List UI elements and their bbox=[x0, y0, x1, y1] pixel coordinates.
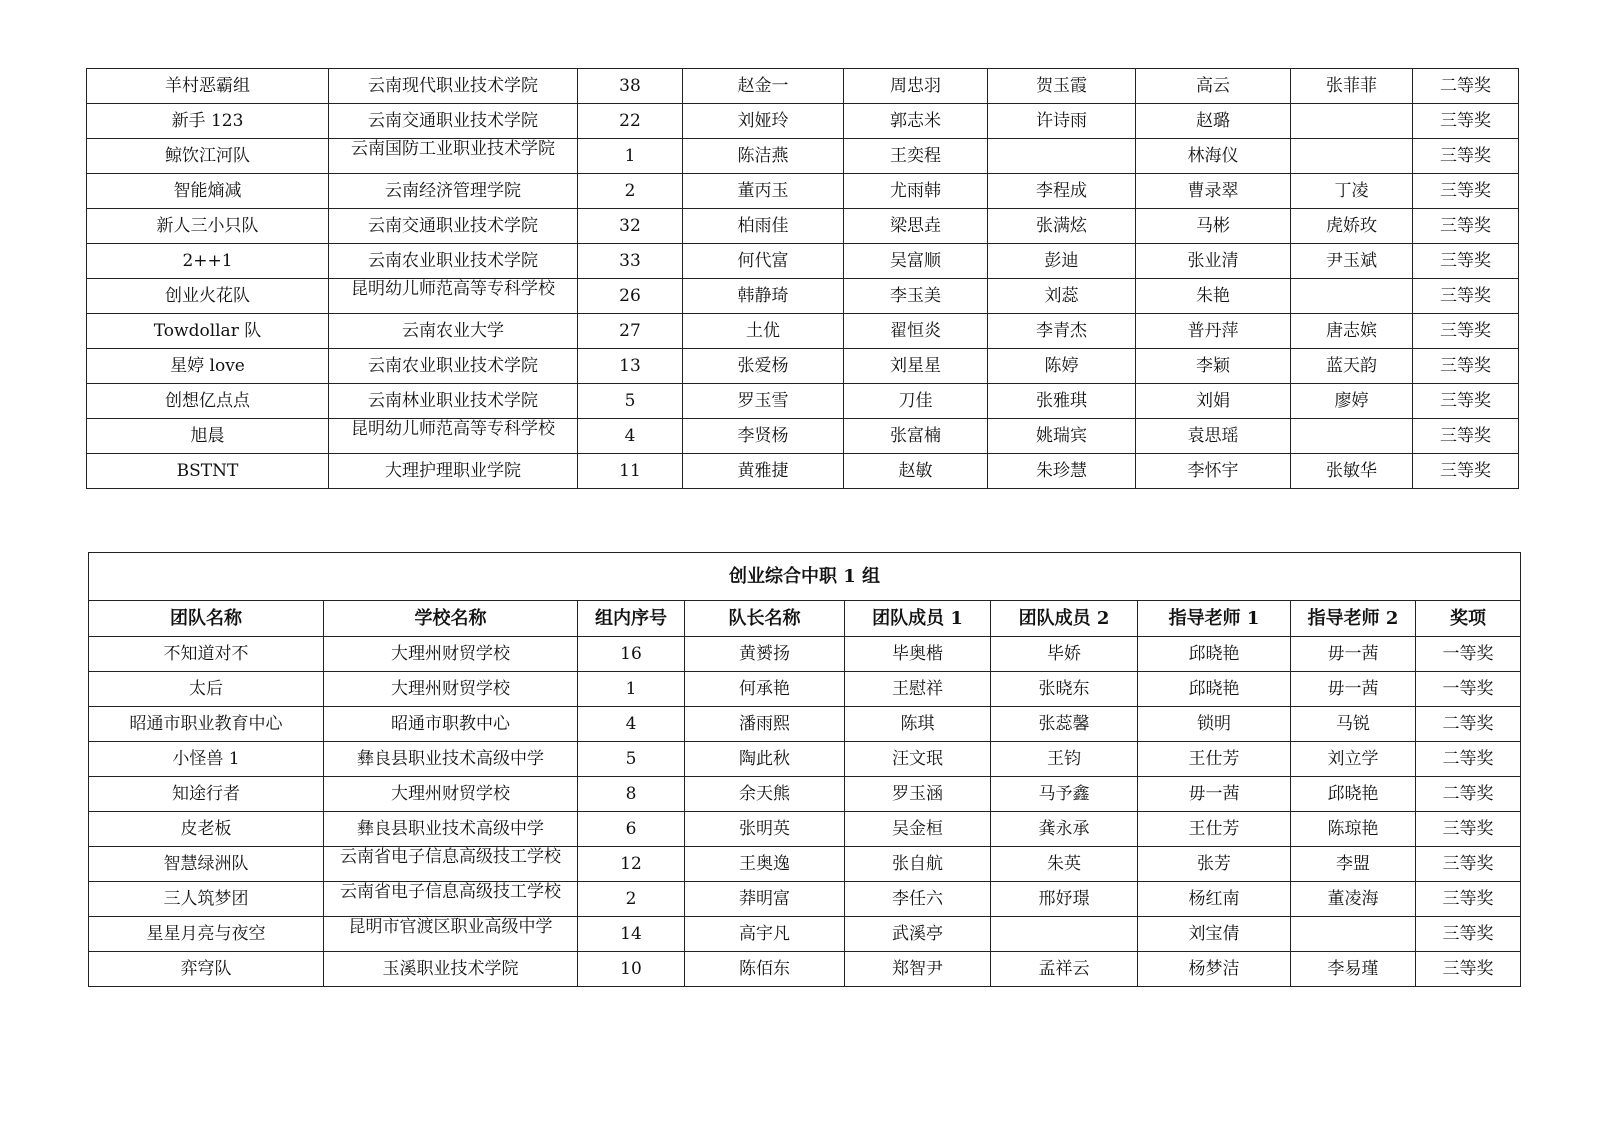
advisor-1-cell: 刘宝倩 bbox=[1138, 917, 1291, 952]
team-name-cell: 创想亿点点 bbox=[87, 384, 329, 419]
award-cell: 三等奖 bbox=[1413, 419, 1519, 454]
school-name-cell: 彝良县职业技术高级中学 bbox=[324, 742, 578, 777]
advisor-1-cell: 杨梦洁 bbox=[1138, 952, 1291, 987]
group-index-cell: 5 bbox=[578, 384, 683, 419]
team-name-cell: 知途行者 bbox=[89, 777, 324, 812]
team-name-cell: 星星月亮与夜空 bbox=[89, 917, 324, 952]
group-index-cell: 8 bbox=[578, 777, 685, 812]
table-row bbox=[87, 69, 1519, 104]
table-row bbox=[87, 279, 1519, 314]
award-cell: 二等奖 bbox=[1416, 707, 1521, 742]
award-cell: 三等奖 bbox=[1416, 882, 1521, 917]
member-2-cell: 马予鑫 bbox=[991, 777, 1138, 812]
advisor-2-cell bbox=[1291, 104, 1413, 139]
table-row bbox=[89, 882, 1521, 917]
group-index-cell: 14 bbox=[578, 917, 685, 952]
member-2-cell: 彭迪 bbox=[988, 244, 1136, 279]
school-name-cell: 大理州财贸学校 bbox=[324, 777, 578, 812]
team-name-cell: 创业火花队 bbox=[87, 279, 329, 314]
school-name-cell: 云南经济管理学院 bbox=[329, 174, 578, 209]
group-index-cell: 27 bbox=[578, 314, 683, 349]
member-2-cell: 张满炫 bbox=[988, 209, 1136, 244]
table-row bbox=[87, 454, 1519, 489]
member-1-cell: 吴富顺 bbox=[844, 244, 988, 279]
team-name-cell: 智慧绿洲队 bbox=[89, 847, 324, 882]
captain-cell: 张爱杨 bbox=[683, 349, 844, 384]
table-row bbox=[89, 952, 1521, 987]
award-cell: 三等奖 bbox=[1413, 139, 1519, 174]
table-row bbox=[87, 104, 1519, 139]
member-1-cell: 陈琪 bbox=[845, 707, 991, 742]
school-name-cell: 云南农业大学 bbox=[329, 314, 578, 349]
advisor-2-cell: 张敏华 bbox=[1291, 454, 1413, 489]
team-name-cell: 羊村恶霸组 bbox=[87, 69, 329, 104]
advisor-2-cell: 毋一茜 bbox=[1291, 637, 1416, 672]
advisor-1-cell: 普丹萍 bbox=[1136, 314, 1291, 349]
group-index-cell: 6 bbox=[578, 812, 685, 847]
group-index-cell: 32 bbox=[578, 209, 683, 244]
school-name-cell bbox=[329, 419, 578, 454]
group-index-cell: 5 bbox=[578, 742, 685, 777]
group-index-cell: 22 bbox=[578, 104, 683, 139]
captain-cell: 黄雅捷 bbox=[683, 454, 844, 489]
group-index-cell: 12 bbox=[578, 847, 685, 882]
captain-cell: 罗玉雪 bbox=[683, 384, 844, 419]
advisor-2-cell: 李易瑾 bbox=[1291, 952, 1416, 987]
award-cell: 三等奖 bbox=[1416, 812, 1521, 847]
captain-cell: 张明英 bbox=[685, 812, 845, 847]
school-name-cell: 云南农业职业技术学院 bbox=[329, 349, 578, 384]
member-2-cell: 张晓东 bbox=[991, 672, 1138, 707]
member-1-cell: 张自航 bbox=[845, 847, 991, 882]
school-name-cell bbox=[324, 917, 578, 952]
school-name-cell: 玉溪职业技术学院 bbox=[324, 952, 578, 987]
award-cell: 三等奖 bbox=[1416, 847, 1521, 882]
member-1-cell: 罗玉涵 bbox=[845, 777, 991, 812]
team-name-cell: 新人三小只队 bbox=[87, 209, 329, 244]
captain-cell: 李贤杨 bbox=[683, 419, 844, 454]
school-name-cell: 云南农业职业技术学院 bbox=[329, 244, 578, 279]
group-index-cell: 33 bbox=[578, 244, 683, 279]
captain-cell: 莽明富 bbox=[685, 882, 845, 917]
team-name-cell: 皮老板 bbox=[89, 812, 324, 847]
table-row bbox=[89, 812, 1521, 847]
advisor-2-cell: 刘立学 bbox=[1291, 742, 1416, 777]
group-index-cell: 10 bbox=[578, 952, 685, 987]
captain-header: 队长名称 bbox=[685, 601, 845, 637]
member-1-cell: 刘星星 bbox=[844, 349, 988, 384]
member-1-cell: 王奕程 bbox=[844, 139, 988, 174]
advisor-1-cell: 高云 bbox=[1136, 69, 1291, 104]
advisor-1-cell: 李怀宇 bbox=[1136, 454, 1291, 489]
member-2-cell bbox=[988, 139, 1136, 174]
team-name-cell: 不知道对不 bbox=[89, 637, 324, 672]
member-2-cell: 张蕊馨 bbox=[991, 707, 1138, 742]
school-name-text: 昆明幼儿师范高等专科学校 bbox=[351, 279, 555, 299]
member-1-cell: 王慰祥 bbox=[845, 672, 991, 707]
group-index-cell: 4 bbox=[578, 419, 683, 454]
award-cell: 三等奖 bbox=[1416, 917, 1521, 952]
advisor-1-cell: 毋一茜 bbox=[1138, 777, 1291, 812]
captain-cell: 高宇凡 bbox=[685, 917, 845, 952]
award-cell: 二等奖 bbox=[1416, 742, 1521, 777]
advisor-1-cell: 马彬 bbox=[1136, 209, 1291, 244]
captain-cell: 柏雨佳 bbox=[683, 209, 844, 244]
table-row bbox=[87, 314, 1519, 349]
award-cell: 一等奖 bbox=[1416, 637, 1521, 672]
member-2-cell: 李青杰 bbox=[988, 314, 1136, 349]
table-row bbox=[87, 139, 1519, 174]
school-name-cell bbox=[329, 279, 578, 314]
award-cell: 二等奖 bbox=[1413, 69, 1519, 104]
member-2-header: 团队成员 2 bbox=[991, 601, 1138, 637]
member-1-cell: 周忠羽 bbox=[844, 69, 988, 104]
table-row bbox=[89, 847, 1521, 882]
member-1-cell: 赵敏 bbox=[844, 454, 988, 489]
member-1-cell: 尤雨韩 bbox=[844, 174, 988, 209]
advisor-2-cell: 陈琼艳 bbox=[1291, 812, 1416, 847]
award-cell: 三等奖 bbox=[1416, 952, 1521, 987]
advisor-1-cell: 刘娟 bbox=[1136, 384, 1291, 419]
table-row bbox=[87, 244, 1519, 279]
school-name-cell bbox=[324, 882, 578, 917]
member-2-cell: 许诗雨 bbox=[988, 104, 1136, 139]
team-name-header: 团队名称 bbox=[89, 601, 324, 637]
table-row bbox=[89, 672, 1521, 707]
captain-cell: 董丙玉 bbox=[683, 174, 844, 209]
advisor-1-cell: 李颖 bbox=[1136, 349, 1291, 384]
group-index-cell: 16 bbox=[578, 637, 685, 672]
school-name-text: 云南国防工业职业技术学院 bbox=[351, 139, 555, 159]
member-1-cell: 李任六 bbox=[845, 882, 991, 917]
group-index-cell: 2 bbox=[578, 174, 683, 209]
table-row bbox=[89, 917, 1521, 952]
award-cell: 三等奖 bbox=[1413, 454, 1519, 489]
member-2-cell: 朱英 bbox=[991, 847, 1138, 882]
captain-cell: 韩静琦 bbox=[683, 279, 844, 314]
results-table-continued bbox=[86, 68, 1519, 489]
team-name-cell: 太后 bbox=[89, 672, 324, 707]
table-row bbox=[87, 384, 1519, 419]
captain-cell: 黄赟扬 bbox=[685, 637, 845, 672]
advisor-2-cell: 尹玉斌 bbox=[1291, 244, 1413, 279]
advisor-1-header: 指导老师 1 bbox=[1138, 601, 1291, 637]
award-cell: 二等奖 bbox=[1416, 777, 1521, 812]
advisor-2-cell bbox=[1291, 419, 1413, 454]
member-1-cell: 张富楠 bbox=[844, 419, 988, 454]
school-name-cell: 大理州财贸学校 bbox=[324, 637, 578, 672]
table-row bbox=[89, 707, 1521, 742]
advisor-2-cell bbox=[1291, 279, 1413, 314]
school-name-cell bbox=[324, 847, 578, 882]
school-name-cell: 彝良县职业技术高级中学 bbox=[324, 812, 578, 847]
group-index-cell: 1 bbox=[578, 672, 685, 707]
member-1-header: 团队成员 1 bbox=[845, 601, 991, 637]
team-name-cell: BSTNT bbox=[87, 454, 329, 489]
table-row bbox=[87, 349, 1519, 384]
advisor-2-cell: 邱晓艳 bbox=[1291, 777, 1416, 812]
school-name-cell: 大理护理职业学院 bbox=[329, 454, 578, 489]
member-2-cell: 龚永承 bbox=[991, 812, 1138, 847]
captain-cell: 陶此秋 bbox=[685, 742, 845, 777]
award-cell: 一等奖 bbox=[1416, 672, 1521, 707]
school-name-text: 云南省电子信息高级技工学校 bbox=[340, 882, 561, 902]
award-cell: 三等奖 bbox=[1413, 279, 1519, 314]
award-cell: 三等奖 bbox=[1413, 244, 1519, 279]
team-name-cell: 昭通市职业教育中心 bbox=[89, 707, 324, 742]
captain-cell: 赵金一 bbox=[683, 69, 844, 104]
school-name-cell: 云南林业职业技术学院 bbox=[329, 384, 578, 419]
member-2-cell: 李程成 bbox=[988, 174, 1136, 209]
member-2-cell: 王钧 bbox=[991, 742, 1138, 777]
team-name-cell: 三人筑梦团 bbox=[89, 882, 324, 917]
advisor-2-cell bbox=[1291, 917, 1416, 952]
school-name-text: 昆明幼儿师范高等专科学校 bbox=[351, 419, 555, 439]
school-name-cell: 昭通市职教中心 bbox=[324, 707, 578, 742]
advisor-1-cell: 锁明 bbox=[1138, 707, 1291, 742]
group-index-cell: 38 bbox=[578, 69, 683, 104]
table-row bbox=[89, 742, 1521, 777]
advisor-2-cell: 蓝天韵 bbox=[1291, 349, 1413, 384]
member-2-cell: 陈婷 bbox=[988, 349, 1136, 384]
team-name-cell: 旭晨 bbox=[87, 419, 329, 454]
school-name-cell: 云南现代职业技术学院 bbox=[329, 69, 578, 104]
captain-cell: 土优 bbox=[683, 314, 844, 349]
advisor-2-cell: 丁凌 bbox=[1291, 174, 1413, 209]
member-2-cell: 张雅琪 bbox=[988, 384, 1136, 419]
member-2-cell: 毕娇 bbox=[991, 637, 1138, 672]
captain-cell: 何代富 bbox=[683, 244, 844, 279]
school-name-header: 学校名称 bbox=[324, 601, 578, 637]
advisor-1-cell: 朱艳 bbox=[1136, 279, 1291, 314]
team-name-cell: 鲸饮江河队 bbox=[87, 139, 329, 174]
member-2-cell: 贺玉霞 bbox=[988, 69, 1136, 104]
captain-cell: 潘雨熙 bbox=[685, 707, 845, 742]
award-cell: 三等奖 bbox=[1413, 104, 1519, 139]
table-row bbox=[87, 419, 1519, 454]
advisor-2-cell: 李盟 bbox=[1291, 847, 1416, 882]
advisor-1-cell: 杨红南 bbox=[1138, 882, 1291, 917]
award-header: 奖项 bbox=[1416, 601, 1521, 637]
table-title: 创业综合中职 1 组 bbox=[89, 553, 1521, 601]
team-name-cell: 智能熵减 bbox=[87, 174, 329, 209]
table-row bbox=[87, 209, 1519, 244]
school-name-cell: 云南交通职业技术学院 bbox=[329, 209, 578, 244]
advisor-2-cell: 张菲菲 bbox=[1291, 69, 1413, 104]
member-1-cell: 郭志米 bbox=[844, 104, 988, 139]
advisor-2-cell: 董凌海 bbox=[1291, 882, 1416, 917]
group-index-cell: 2 bbox=[578, 882, 685, 917]
advisor-2-cell: 毋一茜 bbox=[1291, 672, 1416, 707]
school-name-cell bbox=[329, 139, 578, 174]
member-1-cell: 吴金桓 bbox=[845, 812, 991, 847]
award-cell: 三等奖 bbox=[1413, 209, 1519, 244]
team-name-cell: 小怪兽 1 bbox=[89, 742, 324, 777]
advisor-1-cell: 王仕芳 bbox=[1138, 812, 1291, 847]
advisor-1-cell: 曹录翠 bbox=[1136, 174, 1291, 209]
advisor-1-cell: 赵璐 bbox=[1136, 104, 1291, 139]
team-name-cell: 星婷 love bbox=[87, 349, 329, 384]
group-index-cell: 11 bbox=[578, 454, 683, 489]
member-2-cell: 姚瑞宾 bbox=[988, 419, 1136, 454]
advisor-1-cell: 王仕芳 bbox=[1138, 742, 1291, 777]
advisor-1-cell: 邱晓艳 bbox=[1138, 637, 1291, 672]
award-cell: 三等奖 bbox=[1413, 349, 1519, 384]
member-1-cell: 李玉美 bbox=[844, 279, 988, 314]
team-name-cell: Towdollar 队 bbox=[87, 314, 329, 349]
member-1-cell: 汪文珉 bbox=[845, 742, 991, 777]
member-1-cell: 郑智尹 bbox=[845, 952, 991, 987]
member-1-cell: 武溪亭 bbox=[845, 917, 991, 952]
advisor-1-cell: 林海仪 bbox=[1136, 139, 1291, 174]
results-table-vocational-group-1 bbox=[88, 552, 1521, 987]
group-index-cell: 13 bbox=[578, 349, 683, 384]
captain-cell: 陈洁燕 bbox=[683, 139, 844, 174]
member-2-cell: 邢妤璟 bbox=[991, 882, 1138, 917]
advisor-1-cell: 张芳 bbox=[1138, 847, 1291, 882]
advisor-2-cell: 唐志嫔 bbox=[1291, 314, 1413, 349]
advisor-2-cell bbox=[1291, 139, 1413, 174]
captain-cell: 陈佰东 bbox=[685, 952, 845, 987]
advisor-2-cell: 虎娇玫 bbox=[1291, 209, 1413, 244]
member-1-cell: 梁思垚 bbox=[844, 209, 988, 244]
advisor-2-cell: 廖婷 bbox=[1291, 384, 1413, 419]
advisor-1-cell: 袁思瑶 bbox=[1136, 419, 1291, 454]
group-index-cell: 4 bbox=[578, 707, 685, 742]
captain-cell: 何承艳 bbox=[685, 672, 845, 707]
advisor-1-cell: 邱晓艳 bbox=[1138, 672, 1291, 707]
member-2-cell bbox=[991, 917, 1138, 952]
table-row bbox=[89, 637, 1521, 672]
team-name-cell: 2++1 bbox=[87, 244, 329, 279]
team-name-cell: 弈穹队 bbox=[89, 952, 324, 987]
award-cell: 三等奖 bbox=[1413, 384, 1519, 419]
award-cell: 三等奖 bbox=[1413, 174, 1519, 209]
group-index-cell: 26 bbox=[578, 279, 683, 314]
member-2-cell: 朱珍慧 bbox=[988, 454, 1136, 489]
captain-cell: 余天熊 bbox=[685, 777, 845, 812]
advisor-1-cell: 张业清 bbox=[1136, 244, 1291, 279]
member-2-cell: 孟祥云 bbox=[991, 952, 1138, 987]
captain-cell: 王奥逸 bbox=[685, 847, 845, 882]
advisor-2-cell: 马锐 bbox=[1291, 707, 1416, 742]
advisor-2-header: 指导老师 2 bbox=[1291, 601, 1416, 637]
table-row bbox=[89, 777, 1521, 812]
table-row bbox=[87, 174, 1519, 209]
group-index-header: 组内序号 bbox=[578, 601, 685, 637]
school-name-text: 昆明市官渡区职业高级中学 bbox=[348, 917, 553, 937]
member-1-cell: 刀佳 bbox=[844, 384, 988, 419]
school-name-cell: 大理州财贸学校 bbox=[324, 672, 578, 707]
award-cell: 三等奖 bbox=[1413, 314, 1519, 349]
member-1-cell: 毕奥楷 bbox=[845, 637, 991, 672]
school-name-cell: 云南交通职业技术学院 bbox=[329, 104, 578, 139]
team-name-cell: 新手 123 bbox=[87, 104, 329, 139]
group-index-cell: 1 bbox=[578, 139, 683, 174]
school-name-text: 云南省电子信息高级技工学校 bbox=[340, 847, 561, 867]
member-2-cell: 刘蕊 bbox=[988, 279, 1136, 314]
captain-cell: 刘娅玲 bbox=[683, 104, 844, 139]
member-1-cell: 翟恒炎 bbox=[844, 314, 988, 349]
